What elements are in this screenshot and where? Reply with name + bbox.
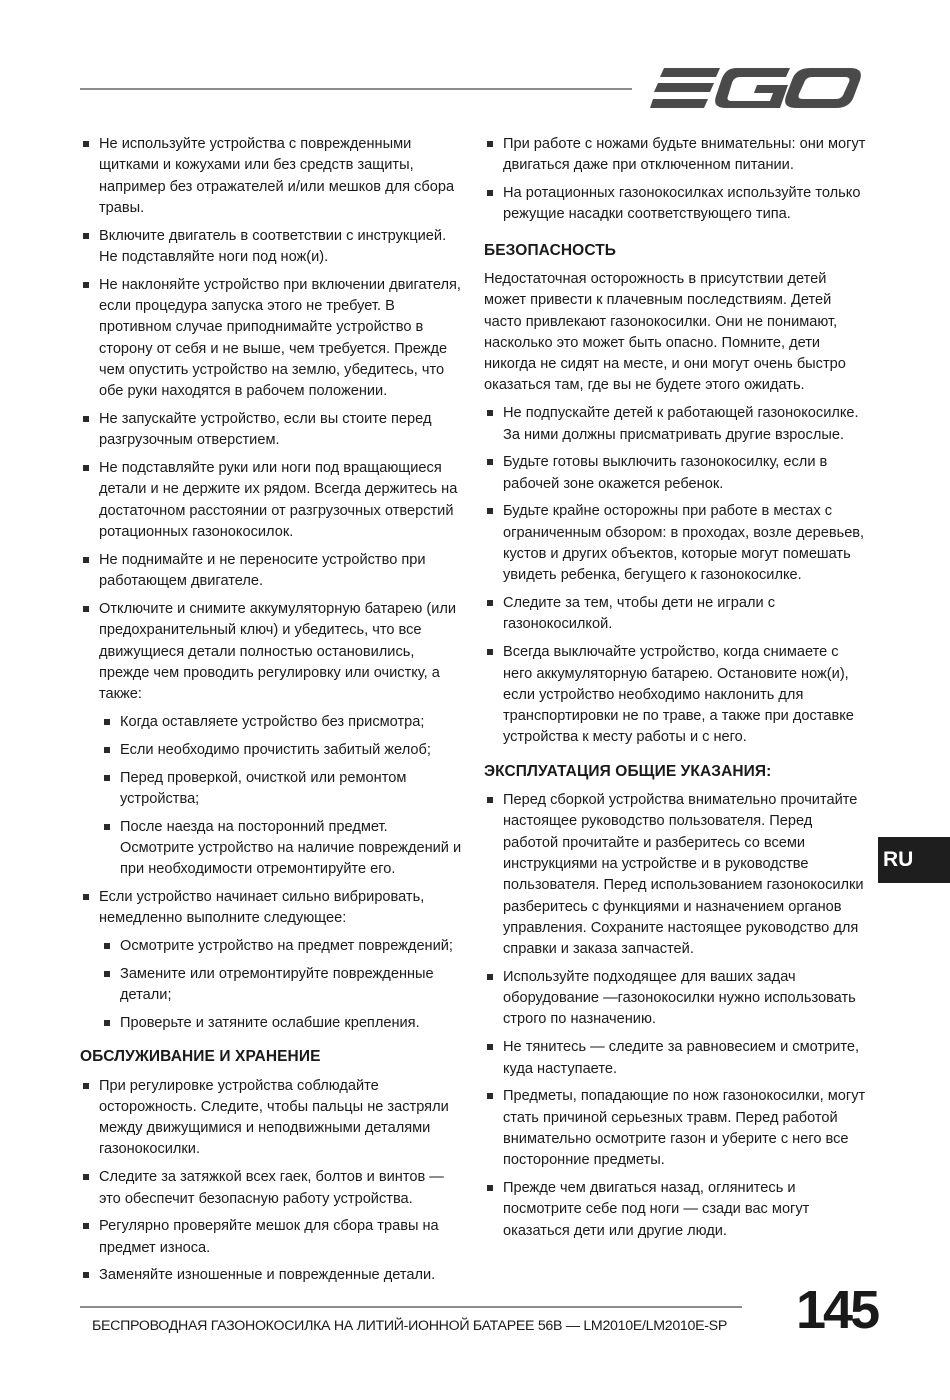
list-item: Включите двигатель в соответствии с инструкцией. Не подставляйте ноги под нож(и). [80,226,462,269]
list-item-vibration [80,887,462,1034]
language-tab: RU [878,837,950,883]
list-item: Не наклоняйте устройство при включении двигателя, если процедура запуска этого не требует. В противном случае приподнимайте устройство в сторону от себя и не выше, чем требуется. Прежде чем опустить устройство на землю, убедитесь, что обе руки находятся в рабочем положении. [80,275,462,403]
list-item: Не подпускайте детей к работающей газонокосилке. За ними должны присматривать другие взрослые. [484,403,866,446]
list-item: Перед сборкой устройства внимательно прочитайте настоящее руководство пользователя. Перед работой прочитайте и разберитесь со всеми инструкциями на устройстве и в руководстве пользователя. Перед использованием газонокосилки разберитесь с функциями и назначением органов управления. Сохраните настоящее руководство для справки и заказа запчастей. [484,790,866,960]
left-top-list [80,134,462,1034]
list-item: Не подставляйте руки или ноги под вращающиеся детали и не держите их рядом. Всегда держитесь на достаточном расстоянии от разгрузочных отверстий ротационных газонокосилок. [80,458,462,543]
list-item: Будьте крайне осторожны при работе в местах с ограниченным обзором: в проходах, возле деревьев, кустов и других объектов, которые могут помешать увидеть ребенка, бегущего к газонокосилке. [484,501,866,586]
sub-list-item: Проверьте и затяните ослабшие крепления. [101,1013,462,1034]
sub-list-item: Когда оставляете устройство без присмотра; [101,712,462,733]
right-column [484,134,866,1248]
sub-list-item: Осмотрите устройство на предмет повреждений; [101,936,462,957]
list-item: Следите за тем, чтобы дети не играли с газонокосилкой. [484,593,866,636]
left-column [80,134,462,1293]
section-title-maintenance: ОБСЛУЖИВАНИЕ И ХРАНЕНИЕ [80,1048,321,1066]
list-item-text: Если устройство начинает сильно вибрировать, немедленно выполните следующее: [99,889,425,927]
list-item-disconnect [80,599,462,881]
ego-logo [650,64,862,112]
header-rule [80,88,632,90]
disconnect-sublist [99,712,462,881]
footer-rule [80,1306,742,1308]
list-item: Предметы, попадающие по нож газонокосилки, могут стать причиной серьезных травм. Перед работой внимательно осмотрите газон и уберите с него все посторонние предметы. [484,1086,866,1171]
list-item: Заменяйте изношенные и поврежденные детали. [80,1265,462,1286]
sub-list-item: Если необходимо прочистить забитый желоб; [101,740,462,761]
sub-list-item: Замените или отремонтируйте поврежденные детали; [101,964,462,1007]
operation-list [484,790,866,1242]
sub-list-item: После наезда на посторонний предмет. Осмотрите устройство на наличие повреждений и при необходимости отремонтируйте его. [101,817,462,881]
sub-list-item: Перед проверкой, очисткой или ремонтом устройства; [101,768,462,811]
list-item: При регулировке устройства соблюдайте осторожность. Следите, чтобы пальцы не застряли между движущимися и неподвижными деталями газонокосилки. [80,1076,462,1161]
safety-paragraph: Недостаточная осторожность в присутствии детей может привести к плачевным последствиям. Детей часто привлекают газонокосилки. Они не понимают, насколько это может быть опасно. Помните, дети никогда не сидят на месте, и они могут очень быстро оказаться там, где вы не будете этого ожидать. [484,270,846,394]
list-item: Используйте подходящее для ваших задач оборудование —газонокосилки нужно использовать строго по назначению. [484,967,866,1031]
list-item-text: Отключите и снимите аккумуляторную батарею (или предохранительный ключ) и убедитесь, что все движущиеся детали полностью остановились, прежде чем проводить регулировку или очистку, а также: [99,600,457,703]
section-title-operation: ЭКСПЛУАТАЦИЯ ОБЩИЕ УКАЗАНИЯ: [484,762,772,780]
page-number: 145 [796,1280,878,1340]
list-item: Не запускайте устройство, если вы стоите перед разгрузочным отверстием. [80,409,462,452]
list-item: Всегда выключайте устройство, когда снимаете с него аккумуляторную батарею. Остановите нож(и), если устройство необходимо наклонить для транспортировки не по траве, а также при доставке устройства к месту работы и с него. [484,642,866,748]
footer-title: БЕСПРОВОДНАЯ ГАЗОНОКОСИЛКА НА ЛИТИЙ-ИОННОЙ БАТАРЕЕ 56В — LM2010E/LM2010E-SP [92,1318,728,1334]
vibration-sublist [99,936,462,1034]
list-item: Следите за затяжкой всех гаек, болтов и винтов — это обеспечит безопасную работу устройства. [80,1167,462,1210]
list-item: Не используйте устройства с поврежденными щитками и кожухами или без средств защиты, например без отражателей и/или мешков для сбора травы. [80,134,462,219]
list-item: Не тянитесь — следите за равновесием и смотрите, куда наступаете. [484,1037,866,1080]
maintenance-list [80,1076,462,1287]
safety-list [484,403,866,748]
list-item: Прежде чем двигаться назад, оглянитесь и посмотрите себе под ноги — сзади вас могут оказаться дети или другие люди. [484,1178,866,1242]
right-top-list [484,134,866,226]
list-item: При работе с ножами будьте внимательны: они могут двигаться даже при отключенном питании. [484,134,866,177]
list-item: Не поднимайте и не переносите устройство при работающем двигателе. [80,550,462,593]
section-title-safety: БЕЗОПАСНОСТЬ [484,241,617,259]
list-item: Регулярно проверяйте мешок для сбора травы на предмет износа. [80,1216,462,1259]
list-item: На ротационных газонокосилках используйте только режущие насадки соответствующего типа. [484,183,866,226]
list-item: Будьте готовы выключить газонокосилку, если в рабочей зоне окажется ребенок. [484,452,866,495]
